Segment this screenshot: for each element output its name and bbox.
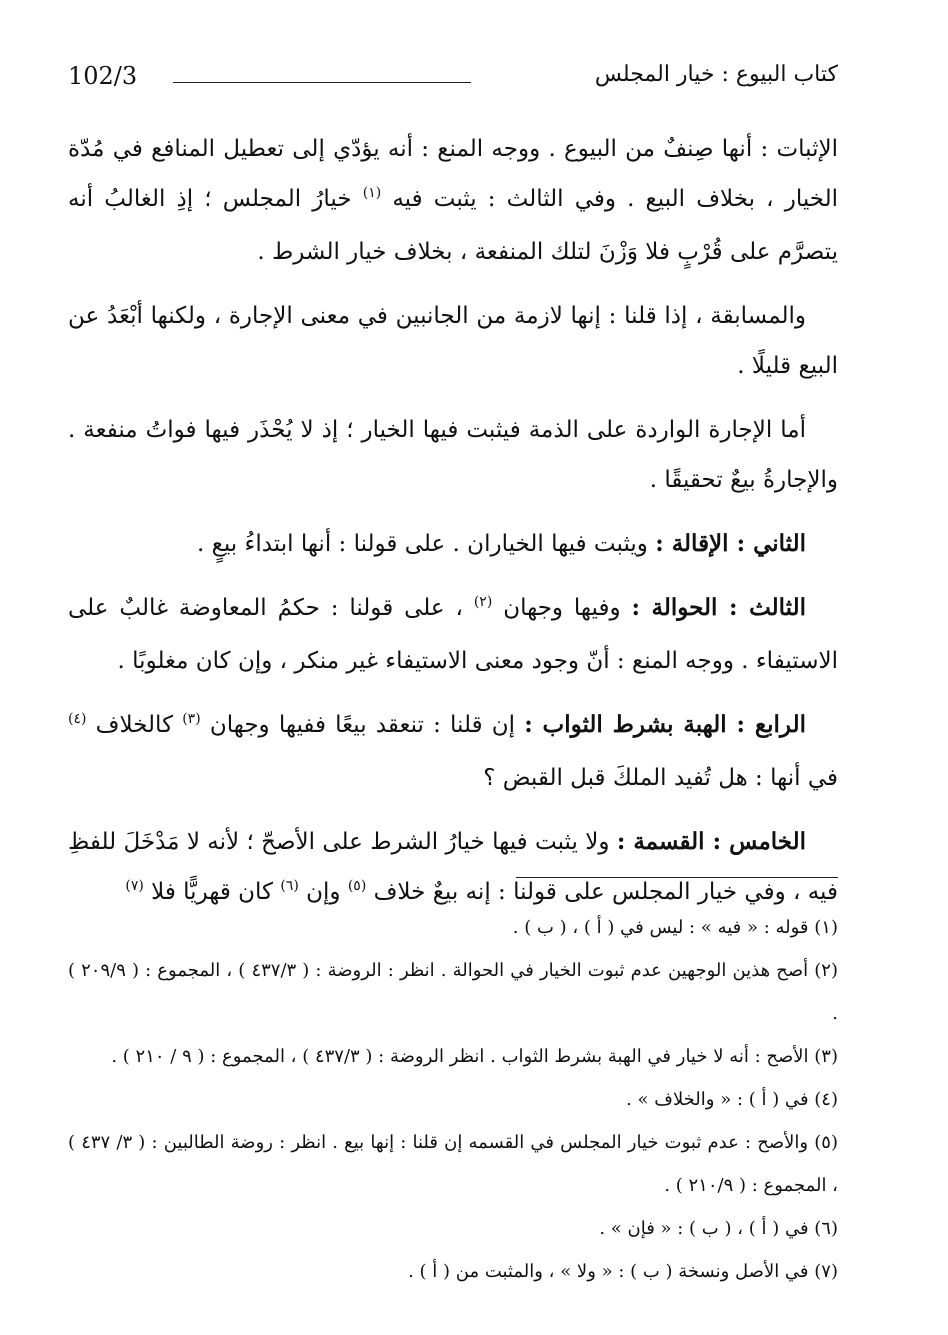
paragraph — [68, 519, 838, 569]
paragraph-text: والمسابقة ، إذا قلنا : إنها لازمة من الجانبين في معنى الإجارة ، ولكنها أبْعَدُ عن البيع قليلًا . — [68, 303, 838, 379]
footnote: (٣) الأصح : أنه لا خيار في الهبة بشرط الثواب . انظر الروضة : ( ٤٣٧/٣ ) ، المجموع : ( ٩ / ٢١٠ ) . — [111, 1046, 838, 1067]
footnote: (٧) في الأصل ونسخة ( ب ) : « ولا » ، والمثبت من ( أ ) . — [408, 1261, 838, 1282]
running-title: كتاب البيوع : خيار المجلس — [594, 62, 838, 87]
page-header — [68, 62, 838, 102]
section-heading: الثالث : الحوالة : — [631, 594, 807, 621]
footnotes — [68, 906, 838, 1293]
paragraph — [68, 405, 838, 505]
paragraph-text: ولا يثبت فيها خيارُ الشرط على الأصحّ ؛ لأنه لا مَدْخَلَ للفظِ فيه ، وفي خيار المجلس على قولنا : إنه بيعٌ خلاف — [68, 829, 838, 905]
footnote-ref: (٧) — [125, 878, 144, 894]
footnote-ref: (٥) — [347, 878, 367, 894]
footnote: (١) قوله : « فيه » : ليس في ( أ ) ، ( ب ) . — [512, 917, 838, 938]
paragraph-text: الإثبات : أنها صِنفٌ من البيوع . ووجه المنع : أنه يؤدّي إلى تعطيل المنافع في مُدّة الخيار ، بخلاف البيع . وفي الثالث : يثبت فيه — [68, 136, 839, 212]
page-number: 102/3 — [68, 62, 138, 90]
section-heading: الخامس : القسمة : — [616, 828, 807, 855]
paragraph-text: وإن — [306, 879, 341, 905]
footnote-ref: (٤) — [68, 711, 87, 727]
main-text — [68, 124, 838, 934]
paragraph — [68, 817, 838, 920]
paragraph-text: كالخلاف — [95, 712, 174, 738]
footnote: (٥) والأصح : عدم ثبوت خيار المجلس في القسمه إن قلنا : إنها بيع . انظر : روضة الطالبين : ( ٣/ ٤٣٧ ) ، المجموع : ( ٢١٠/٩ ) . — [68, 1132, 838, 1196]
section-heading: الرابع : الهبة بشرط الثواب : — [524, 711, 807, 738]
paragraph-text: أما الإجارة الواردة على الذمة فيثبت فيها الخيار ؛ إذ لا يُحْذَر فيها فواتُ منفعة . والإجارةُ بيعٌ تحقيقًا . — [68, 417, 838, 493]
section-heading: الثاني : الإقالة : — [655, 530, 806, 557]
paragraph — [68, 291, 838, 391]
footnote: (٢) أصح هذين الوجهين عدم ثبوت الخيار في الحوالة . انظر : الروضة : ( ٤٣٧/٣ ) ، المجموع : ( ٢٠٩/٩ ) . — [68, 960, 838, 1024]
footnote-ref: (٣) — [182, 711, 201, 727]
footnote-separator — [516, 877, 838, 878]
header-rule — [173, 82, 471, 83]
paragraph-text: إن قلنا : تنعقد بيعًا ففيها وجهان — [209, 712, 516, 738]
paragraph-text: ويثبت فيها الخياران . على قولنا : أنها ابتداءُ بيعٍ . — [196, 531, 648, 557]
paragraph — [68, 700, 838, 803]
footnote: (٦) في ( أ ) ، ( ب ) : « فإن » . — [599, 1218, 838, 1239]
paragraph-text: وفيها وجهان — [503, 595, 621, 621]
paragraph — [68, 583, 838, 686]
footnote-ref: (١) — [362, 185, 382, 201]
footnote: (٤) في ( أ ) : « والخلاف » . — [626, 1089, 838, 1110]
paragraph-text: في أنها : هل تُفيد الملكَ قبل القبض ؟ — [483, 765, 838, 791]
footnote-ref: (٦) — [280, 878, 299, 894]
paragraph-text: ، على قولنا : حكمُ المعاوضة غالبٌ على الاستيفاء . ووجه المنع : أنّ وجود معنى الاستيفاء غير منكر ، وإن كان مغلوبًا . — [68, 595, 838, 674]
paragraph-text: كان قهريًّا فلا — [151, 879, 274, 905]
footnote-ref: (٢) — [473, 594, 493, 610]
paragraph-text: خيارُ المجلس ؛ إذِ الغالبُ أنه يتصرَّم على قُرْبٍ فلا وَزْنَ لتلك المنفعة ، بخلاف خيار الشرط . — [68, 186, 838, 265]
paragraph — [68, 124, 838, 277]
